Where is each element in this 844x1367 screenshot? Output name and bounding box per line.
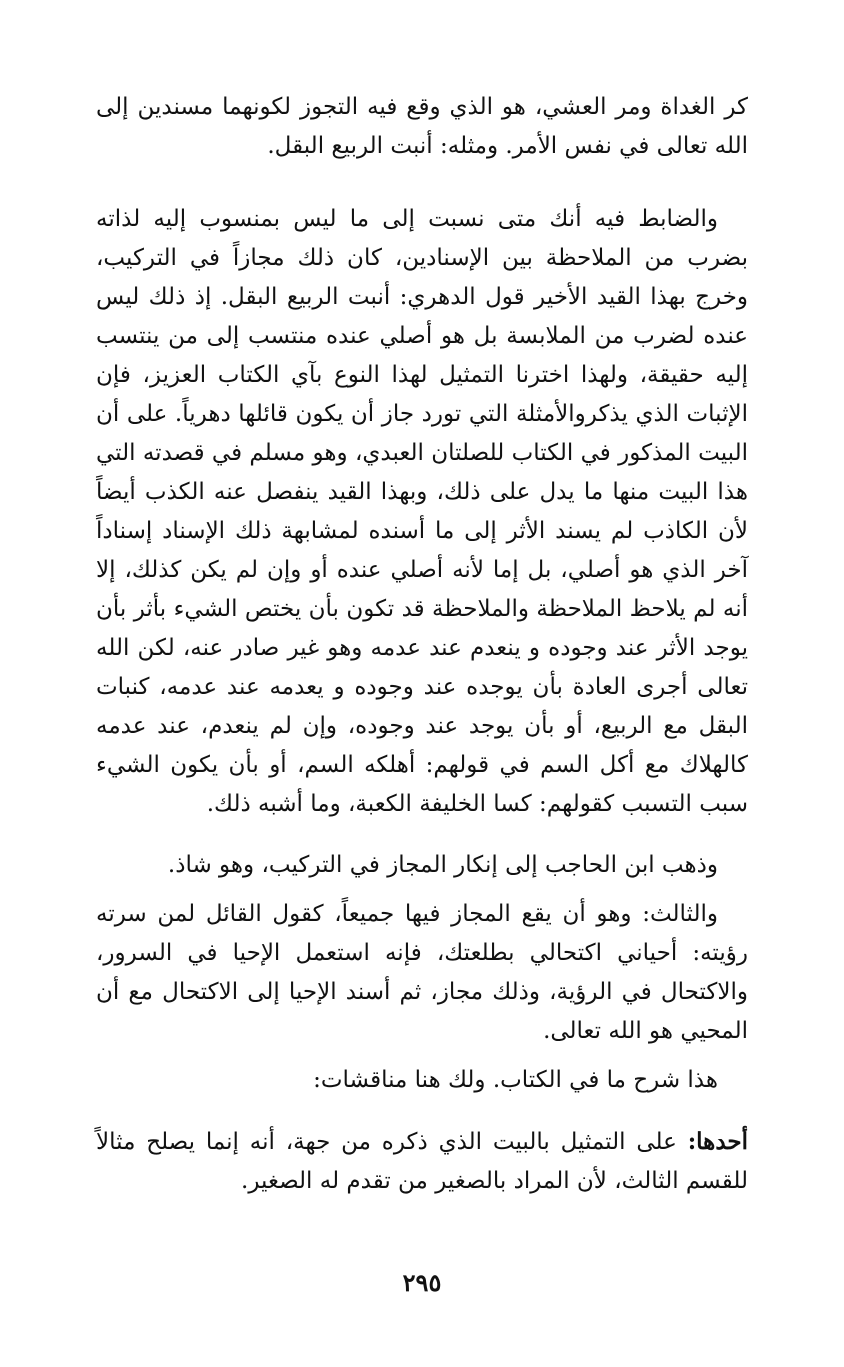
paragraph-discussions-intro: هذا شرح ما في الكتاب. ولك هنا مناقشات: bbox=[313, 1067, 718, 1093]
paragraph-first-discussion bbox=[96, 1122, 748, 1201]
page-number: ٢٩٥ bbox=[402, 1268, 442, 1297]
paragraph-third-type: والثالث: وهو أن يقع المجاز فيها جميعاً، كقول القائل لمن سرته رؤيته: أحياني اكتحالي بطلعتك، فإنه استعمل الإحيا في السرور، والاكتحال في الرؤية، وذلك مجاز، ثم أسند الإحيا إلى الاكتحال مع أن المحيي هو الله تعالى. bbox=[96, 901, 748, 1044]
paragraph-ibn-hajib: وذهب ابن الحاجب إلى إنكار المجاز في التركيب، وهو شاذ. bbox=[167, 852, 718, 878]
paragraph-criterion: والضابط فيه أنك متى نسبت إلى ما ليس بمنسوب إليه لذاته بضرب من الملاحظة بين الإسنادين، كان ذلك مجازاً في التركيب، وخرج بهذا القيد الأخير قول الدهري: أنبت الربيع البقل. إذ ذلك ليس عنده لضرب من الملابسة بل هو أصلي عنده منتسب إلى من ينتسب إليه حقيقة، ولهذا اخترنا التمثيل لهذا النوع بآي الكتاب العزيز، فإن الإثبات الذي يذكروالأمثلة التي تورد جاز أن يكون قائلها دهرياً. على أن البيت المذكور في الكتاب للصلتان العبدي، وهو مسلم في قصدته التي هذا البيت منها ما يدل على ذلك، وبهذا القيد ينفصل عنه الكذب أيضاً لأن الكاذب لم يسند الأثر إلى ما أسنده لمشابهة ذلك الإسناد إسناداً آخر الذي هو أصلي، بل إما لأنه أصلي عنده أو وإن لم يكن كذلك، إلا أنه لم يلاحظ الملاحظة والملاحظة قد تكون بأن يختص الشيء بأثر بأن يوجد الأثر عند وجوده و ينعدم عند عدمه وهو غير صادر عنه، لكن الله تعالى أجرى العادة بأن يوجده عند وجوده و يعدمه عند عدمه، كنبات البقل مع الربيع، أو بأن يوجد عند وجوده، وإن لم ينعدم، عند عدمه كالهلاك مع أكل السم في قولهم: أهلكه السم، أو بأن يكون الشيء سبب التسبب كقولهم: كسا الخليفة الكعبة، وما أشبه ذلك. bbox=[96, 206, 748, 817]
paragraph-continuation: كر الغداة ومر العشي، هو الذي وقع فيه التجوز لكونهما مسندين إلى الله تعالى في نفس الأمر. ومثله: أنبت الربيع البقل. bbox=[96, 94, 748, 159]
discussion-lead-label: أحدها: bbox=[687, 1128, 748, 1155]
discussion-text: على التمثيل بالبيت الذي ذكره من جهة، أنه إنما يصلح مثالاً للقسم الثالث، لأن المراد بالصغير من تقدم له الصغير. bbox=[96, 1129, 748, 1194]
